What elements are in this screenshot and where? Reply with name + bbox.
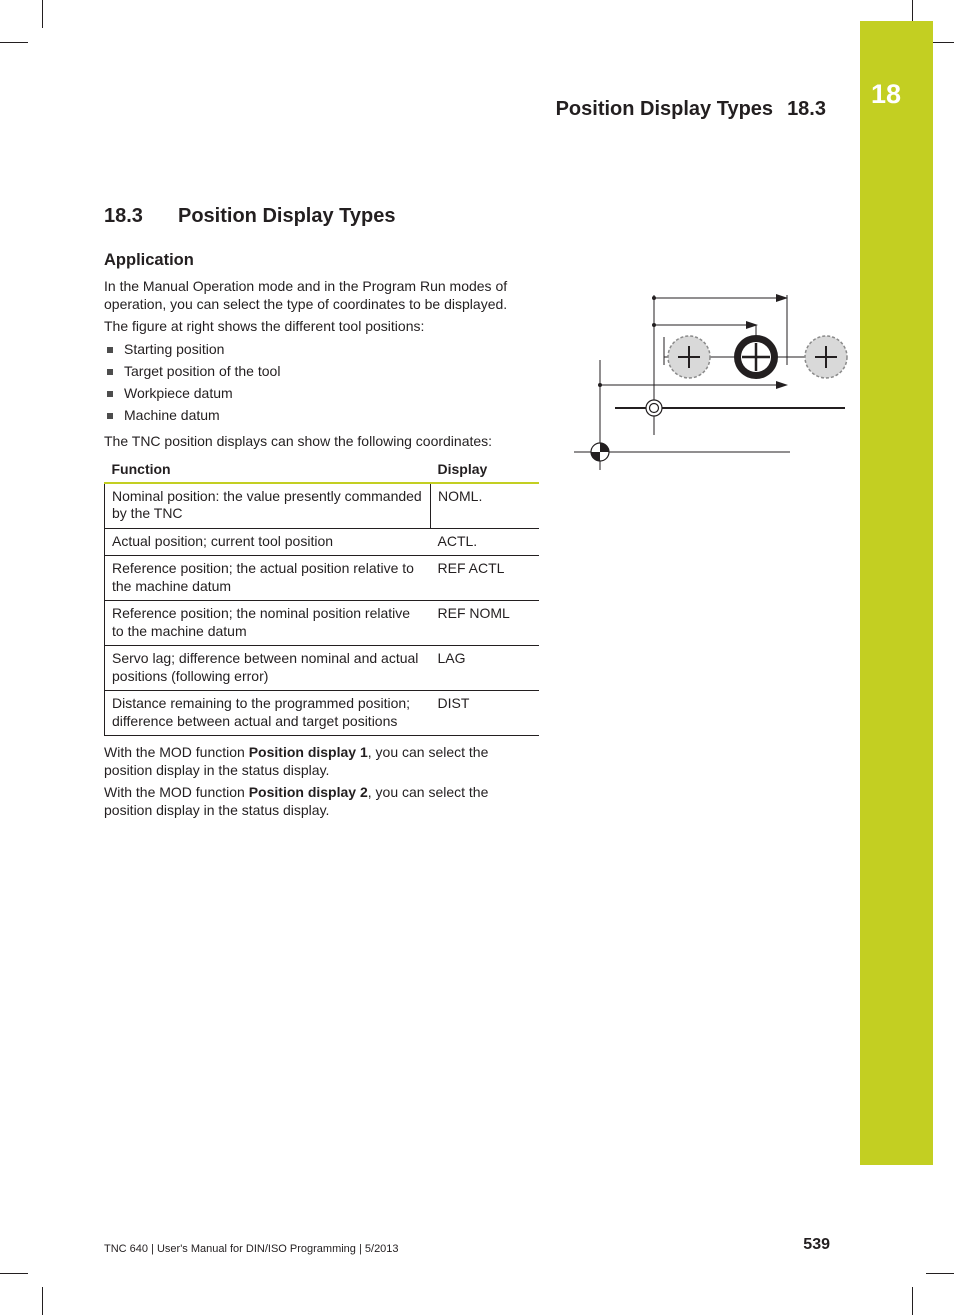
table-header-row bbox=[105, 456, 540, 483]
table-cell: DIST bbox=[431, 691, 540, 736]
running-head-title: Position Display Types bbox=[555, 98, 774, 120]
crop-mark bbox=[912, 1287, 913, 1315]
table-row bbox=[105, 483, 540, 529]
chapter-number: 18 bbox=[870, 79, 902, 109]
bullet-square-icon bbox=[107, 347, 113, 353]
section-number: 18.3 bbox=[104, 205, 143, 227]
section-title bbox=[104, 205, 395, 228]
tool-positions-diagram bbox=[570, 285, 860, 475]
running-head bbox=[556, 98, 826, 121]
table-row bbox=[105, 556, 540, 601]
running-head-number: 18.3 bbox=[787, 98, 826, 120]
target-position-tool-icon bbox=[805, 336, 847, 378]
crop-mark bbox=[926, 1273, 954, 1274]
coordinates-table bbox=[104, 456, 539, 737]
workpiece-datum-icon bbox=[646, 400, 662, 416]
column-header-function: Function bbox=[105, 456, 431, 483]
bullet-square-icon bbox=[107, 369, 113, 375]
arrow-icon bbox=[776, 294, 788, 302]
paragraph: The TNC position displays can show the following coordinates: bbox=[104, 433, 493, 449]
softkey-name: Position display 2 bbox=[248, 784, 368, 800]
dot-icon bbox=[652, 296, 656, 300]
list-item bbox=[104, 363, 540, 381]
softkey-name: Position display 1 bbox=[248, 744, 368, 760]
paragraph: The figure at right shows the different tool positions: bbox=[104, 318, 425, 334]
mod-paragraph-1 bbox=[104, 744, 540, 779]
table-row bbox=[105, 528, 540, 556]
list-item-text: Workpiece datum bbox=[124, 384, 233, 401]
dot-icon bbox=[598, 383, 602, 387]
bullet-square-icon bbox=[107, 391, 113, 397]
text-run: With the MOD function bbox=[104, 784, 249, 800]
paragraph: In the Manual Operation mode and in the Program Run modes of operation, you can select the type of coordinates to be displayed. bbox=[104, 278, 508, 312]
table-cell: REF NOML bbox=[431, 601, 540, 646]
arrow-icon bbox=[776, 381, 788, 389]
crop-mark bbox=[0, 42, 28, 43]
list-item-text: Target position of the tool bbox=[124, 362, 281, 379]
bullet-list bbox=[104, 341, 540, 425]
table-cell: REF ACTL bbox=[431, 556, 540, 601]
table-row bbox=[105, 691, 540, 736]
bullet-square-icon bbox=[107, 413, 113, 419]
text-run: , you can select the position display in the status display. bbox=[104, 744, 489, 778]
table-cell: Distance remaining to the programmed position; difference between actual and target positions bbox=[105, 691, 431, 736]
page-number: 539 bbox=[803, 1236, 830, 1253]
section-title-text: Position Display Types bbox=[178, 205, 396, 227]
table-cell: Nominal position: the value presently commanded by the TNC bbox=[105, 483, 431, 529]
crop-mark bbox=[0, 1273, 28, 1274]
table-row bbox=[105, 601, 540, 646]
actual-tool-icon bbox=[734, 335, 778, 379]
machine-datum-icon bbox=[591, 443, 609, 461]
table-cell: Reference position; the actual position relative to the machine datum bbox=[105, 556, 431, 601]
table-cell: ACTL. bbox=[431, 528, 540, 556]
list-item bbox=[104, 407, 540, 425]
crop-mark bbox=[42, 0, 43, 28]
text-run: With the MOD function bbox=[104, 744, 249, 760]
main-content bbox=[104, 250, 540, 824]
chapter-tab bbox=[860, 21, 933, 1165]
table-cell: LAG bbox=[431, 646, 540, 691]
table-row bbox=[105, 646, 540, 691]
list-item-text: Starting position bbox=[124, 340, 225, 357]
list-item bbox=[104, 385, 540, 403]
mod-paragraph-2 bbox=[104, 784, 540, 819]
start-position-tool-icon bbox=[668, 336, 710, 378]
list-item bbox=[104, 341, 540, 359]
crop-mark bbox=[42, 1287, 43, 1315]
page-footer: TNC 640 | User's Manual for DIN/ISO Programming | 5/2013 bbox=[104, 1243, 399, 1255]
table-cell: Actual position; current tool position bbox=[105, 528, 431, 556]
table-cell: Servo lag; difference between nominal and actual positions (following error) bbox=[105, 646, 431, 691]
dot-icon bbox=[652, 323, 656, 327]
list-item-text: Machine datum bbox=[124, 406, 220, 423]
table-cell: Reference position; the nominal position relative to the machine datum bbox=[105, 601, 431, 646]
column-header-display: Display bbox=[431, 456, 540, 483]
text-run: , you can select the position display in the status display. bbox=[104, 784, 489, 818]
table-cell: NOML. bbox=[431, 483, 540, 529]
subsection-heading: Application bbox=[104, 251, 194, 269]
